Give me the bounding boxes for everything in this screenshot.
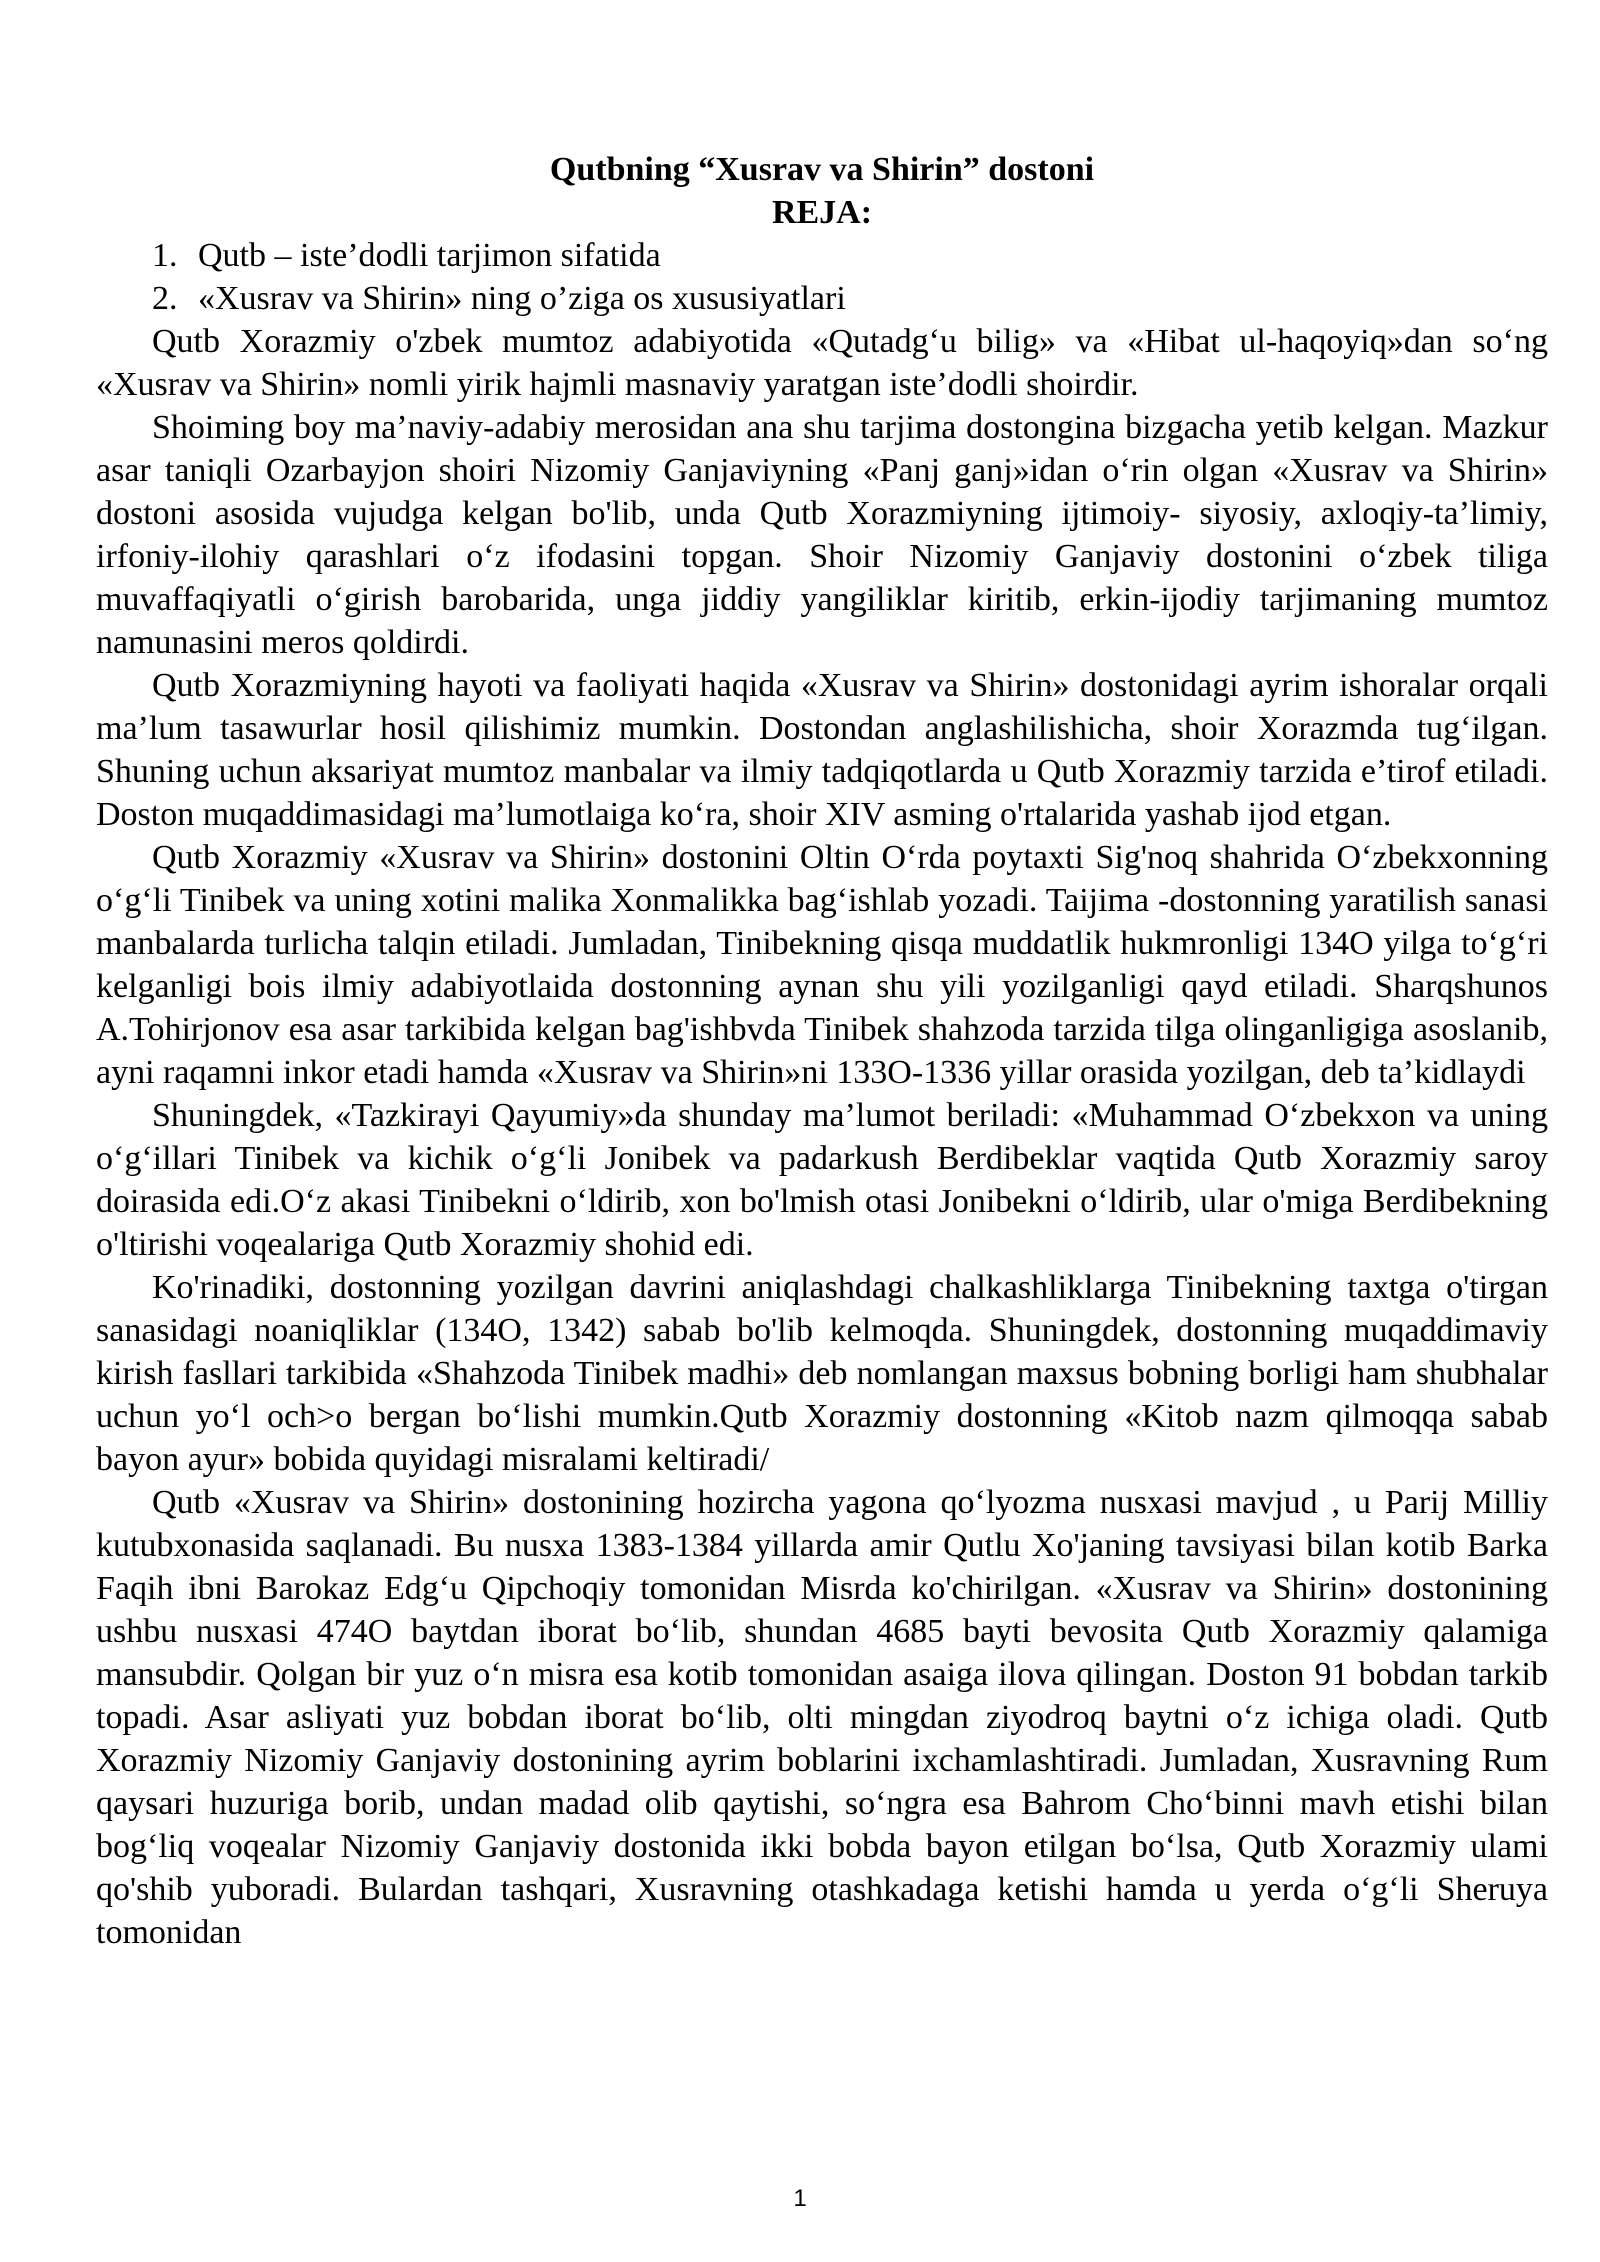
paragraph: Qutb «Xusrav va Shirin» dostonining hozircha yagona qo‘lyozma nusxasi mavjud , u Parij Milliy kutubxonasida saqlanadi. Bu nusxa 1383-1384 yillarda amir Qutlu Xo'janing tavsiyasi bilan kotib Barka Faqih ibni Barokaz Edg‘u Qipchoqiy tomonidan Misrda ko'chirilgan. «Xusrav va Shirin» dostonining ushbu nusxasi 474O baytdan iborat bo‘lib, shundan 4685 bayti bevosita Qutb Xorazmiy qalamiga mansubdir. Qolgan bir yuz o‘n misra esa kotib tomonidan asaiga ilova qilingan. Doston 91 bobdan tarkib topadi. Asar asliyati yuz bobdan iborat bo‘lib, olti mingdan ziyodroq baytni o‘z ichiga oladi. Qutb Xorazmiy Nizomiy Ganjaviy dostonining ayrim boblarini ixchamlashtiradi. Jumladan, Xusravning Rum qaysari huzuriga borib, undan madad olib qaytishi, so‘ngra esa Bahrom Cho‘binni mavh etishi bilan bog‘liq voqealar Nizomiy Ganjaviy dostonida ikki bobda bayon etilgan bo‘lsa, Qutb Xorazmiy ulami qo'shib yuboradi. Bulardan tashqari, Xusravning otashkadaga ketishi hamda u yerda o‘g‘li Sheruya tomonidan [96, 1484, 1548, 1951]
plan-item-text: «Xusrav va Shirin» ning o’ziga os xususiyatlari [198, 280, 846, 317]
plan-heading: REJA: [771, 194, 873, 231]
page-number: 1 [793, 2185, 807, 2212]
plan-item-number: 2. [152, 280, 178, 317]
paragraph: Qutb Xorazmiyning hayoti va faoliyati haqida «Xusrav va Shirin» dostonidagi ayrim ishoralar orqali ma’lum tasawurlar hosil qilishimiz mumkin. Dostondan anglashilishicha, shoir Xorazmda tug‘ilgan. Shuning uchun aksariyat mumtoz manbalar va ilmiy tadqiqotlarda u Qutb Xorazmiy tarzida e’tirof etiladi. Doston muqaddimasidagi ma’lumotlaiga ko‘ra, shoir XIV asming o'rtalarida yashab ijod etgan. [96, 667, 1548, 833]
paragraph: Ko'rinadiki, dostonning yozilgan davrini aniqlashdagi chalkashliklarga Tinibekning taxtga o'tirgan sanasidagi noaniqliklar (134O, 1342) sabab bo'lib kelmoqda. Shuningdek, dostonning muqaddimaviy kirish fasllari tarkibida «Shahzoda Tinibek madhi» deb nomlangan maxsus bobning borligi ham shubhalar uchun yo‘l och>o bergan bo‘lishi mumkin.Qutb Xorazmiy dostonning «Kitob nazm qilmoqqa sabab bayon ayur» bobida quyidagi misralami keltiradi/ [96, 1269, 1548, 1478]
plan-item-text: Qutb – iste’dodli tarjimon sifatida [198, 237, 661, 274]
document-title: Qutbning “Xusrav va Shirin” dostoni [549, 151, 1095, 188]
plan-item-number: 1. [152, 237, 178, 274]
plan-list [96, 234, 1548, 320]
plan-item [96, 234, 1548, 277]
paragraph: Qutb Xorazmiy o'zbek mumtoz adabiyotida «Qutadg‘u bilig» va «Hibat ul-haqoyiq»dan so‘ng «Xusrav va Shirin» nomli yirik hajmli masnaviy yaratgan iste’dodli shoirdir. [96, 323, 1548, 403]
paragraph: Shoiming boy ma’naviy-adabiy merosidan ana shu tarjima dostongina bizgacha yetib kelgan. Mazkur asar taniqli Ozarbayjon shoiri Nizomiy Ganjaviyning «Panj ganj»idan o‘rin olgan «Xusrav va Shirin» dostoni asosida vujudga kelgan bo'lib, unda Qutb Xorazmiyning ijtimoiy- siyosiy, axloqiy-ta’limiy, irfoniy-ilohiy qarashlari o‘z ifodasini topgan. Shoir Nizomiy Ganjaviy dostonini o‘zbek tiliga muvaffaqiyatli o‘girish barobarida, unga jiddiy yangiliklar kiritib, erkin-ijodiy tarjimaning mumtoz namunasini meros qoldirdi. [96, 409, 1548, 661]
paragraph: Shuningdek, «Tazkirayi Qayumiy»da shunday ma’lumot beriladi: «Muhammad O‘zbekxon va uning o‘g‘illari Tinibek va kichik o‘g‘li Jonibek va padarkush Berdibeklar vaqtida Qutb Xorazmiy saroy doirasida edi.O‘z akasi Tinibekni o‘ldirib, xon bo'lmish otasi Jonibekni o‘ldirib, ular o'miga Berdibekning o'ltirishi voqealariga Qutb Xorazmiy shohid edi. [96, 1097, 1548, 1263]
document-page [96, 148, 1548, 1954]
paragraph: Qutb Xorazmiy «Xusrav va Shirin» dostonini Oltin O‘rda poytaxti Sig'noq shahrida O‘zbekxonning o‘g‘li Tinibek va uning xotini malika Xonmalikka bag‘ishlab yozadi. Taijima -dostonning yaratilish sanasi manbalarda turlicha talqin etiladi. Jumladan, Tinibekning qisqa muddatlik hukmronligi 134O yilga to‘g‘ri kelganligi bois ilmiy adabiyotlaida dostonning aynan shu yili yozilganligi qayd etiladi. Sharqshunos A.Tohirjonov esa asar tarkibida kelgan bag'ishbvda Tinibek shahzoda tarzida tilga olinganligiga asoslanib, ayni raqamni inkor etadi hamda «Xusrav va Shirin»ni 133O-1336 yillar orasida yozilgan, deb ta’kidlaydi [96, 839, 1548, 1091]
plan-item [96, 277, 1548, 320]
